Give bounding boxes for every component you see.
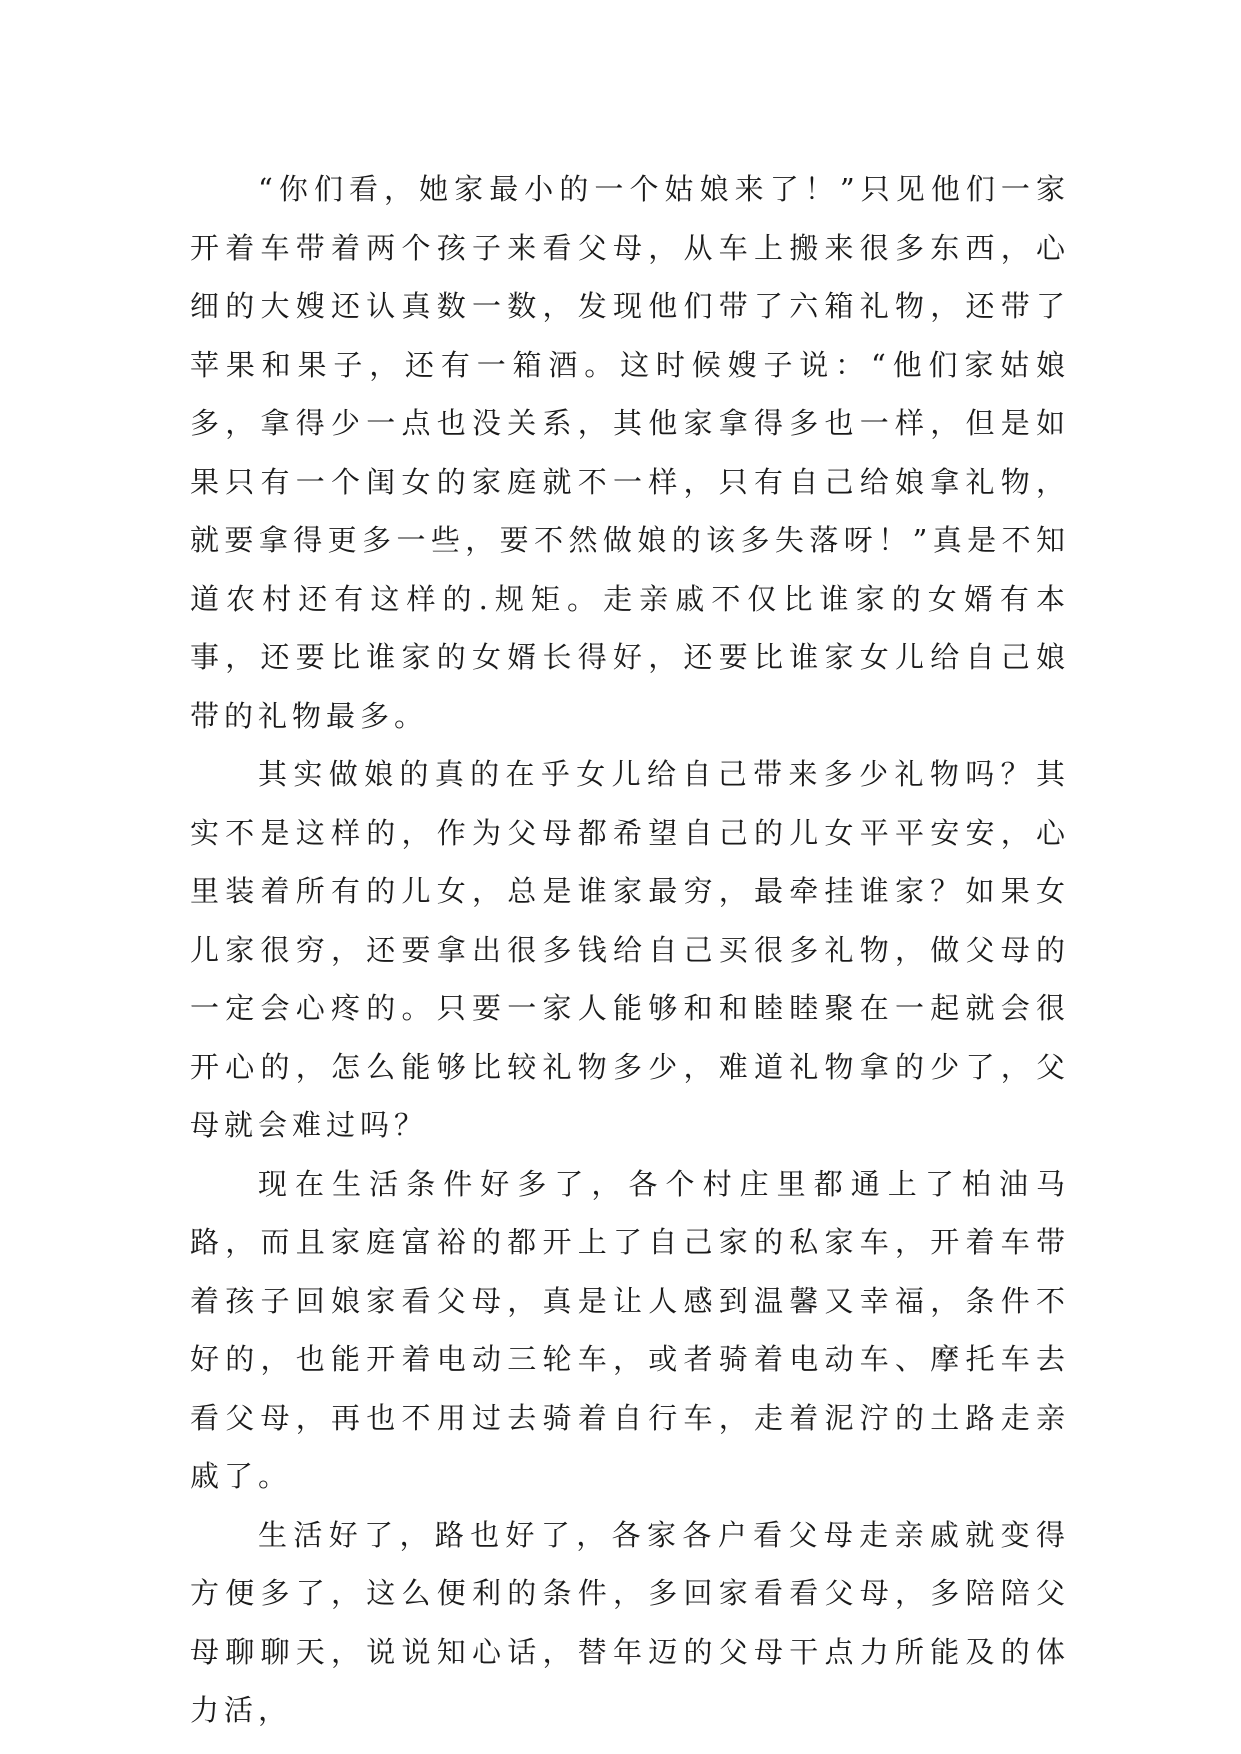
paragraph-2: 其实做娘的真的在乎女儿给自己带来多少礼物吗？其实不是这样的，作为父母都希望自己的儿女平平安安，心里装着所有的儿女，总是谁家最穷，最牵挂谁家？如果女儿家很穷，还要拿出很多钱给自己买很多礼物，做父母的一定会心疼的。只要一家人能够和和睦睦聚在一起就会很开心的，怎么能够比较礼物多少，难道礼物拿的少了，父母就会难过吗？: [190, 757, 1070, 1142]
paragraph-3: 现在生活条件好多了，各个村庄里都通上了柏油马路，而且家庭富裕的都开上了自己家的私家车，开着车带着孩子回娘家看父母，真是让人感到温馨又幸福，条件不好的，也能开着电动三轮车，或者骑着电动车、摩托车去看父母，再也不用过去骑着自行车，走着泥泞的土路走亲戚了。: [190, 1166, 1070, 1493]
document-page: [190, 160, 1070, 1740]
paragraph-1: “你们看，她家最小的一个姑娘来了！”只见他们一家开着车带着两个孩子来看父母，从车上搬来很多东西，心细的大嫂还认真数一数，发现他们带了六箱礼物，还带了苹果和果子，还有一箱酒。这时候嫂子说：“他们家姑娘多，拿得少一点也没关系，其他家拿得多也一样，但是如果只有一个闺女的家庭就不一样，只有自己给娘拿礼物，就要拿得更多一些，要不然做娘的该多失落呀！”真是不知道农村还有这样的.规矩。走亲戚不仅比谁家的女婿有本事，还要比谁家的女婿长得好，还要比谁家女儿给自己娘带的礼物最多。: [190, 172, 1070, 733]
paragraph-4: 生活好了，路也好了，各家各户看父母走亲戚就变得方便多了，这么便利的条件，多回家看看父母，多陪陪父母聊聊天，说说知心话，替年迈的父母干点力所能及的体力活，: [190, 1517, 1070, 1727]
